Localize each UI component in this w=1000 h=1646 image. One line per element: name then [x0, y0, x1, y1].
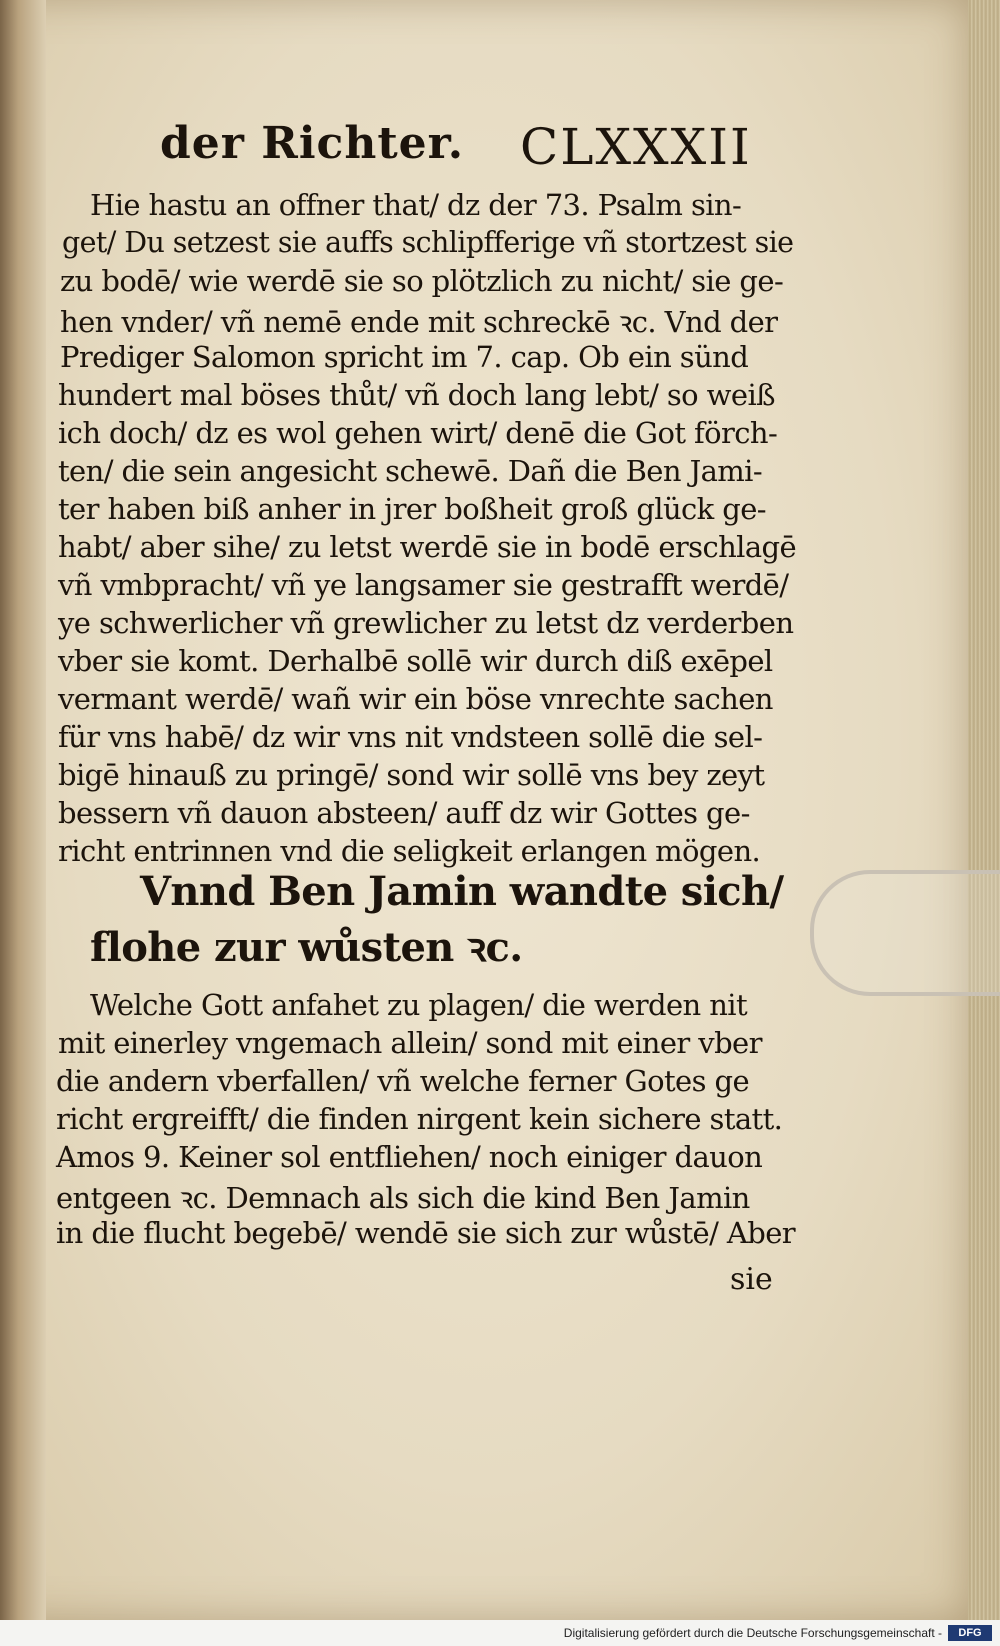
text-line: mit einerley vngemach allein/ sond mit einer vber — [58, 1026, 762, 1060]
text-line: hen vnder/ vñ nemē ende mit schreckē ꝛc. Vnd der — [60, 305, 778, 339]
text-line: vber sie komt. Derhalbē sollē wir durch diß exēpel — [58, 644, 773, 678]
text-line: für vns habē/ dz wir vns nit vndsteen sollē die sel- — [58, 720, 763, 754]
text-line: die andern vberfallen/ vñ welche ferner Gotes ge — [56, 1064, 750, 1098]
heading-line: Vnnd Ben Jamin wandte sich/ — [140, 868, 784, 915]
text-line: habt/ aber sihe/ zu letst werdē sie in bodē erschlagē — [58, 530, 797, 564]
running-head-title: der Richter. — [160, 118, 465, 169]
text-line: ye schwerlicher vñ grewlicher zu letst dz verderben — [58, 606, 794, 640]
text-line: in die flucht begebē/ wendē sie sich zur wůstē/ Aber — [56, 1216, 796, 1250]
text-line: Prediger Salomon spricht im 7. cap. Ob ein sünd — [60, 340, 749, 374]
page-gutter — [0, 0, 46, 1620]
page-clip — [810, 870, 1000, 996]
text-line: zu bodē/ wie werdē sie so plötzlich zu nicht/ sie ge- — [60, 264, 784, 298]
footer-credit: Digitalisierung gefördert durch die Deutsche Forschungsgemeinschaft - — [563, 1626, 942, 1640]
text-line: Welche Gott anfahet zu plagen/ die werden nit — [90, 988, 748, 1022]
text-line: Amos 9. Keiner sol entfliehen/ noch einiger dauon — [56, 1140, 763, 1174]
text-line: Hie hastu an offner that/ dz der 73. Psalm sin- — [90, 188, 742, 222]
text-line: vñ vmbpracht/ vñ ye langsamer sie gestrafft werdē/ — [58, 568, 789, 602]
page-fore-edge — [968, 0, 1000, 1620]
text-line: ich doch/ dz es wol gehen wirt/ denē die Got förch- — [58, 416, 778, 450]
text-line: richt entrinnen vnd die seligkeit erlangen mögen. — [58, 834, 761, 868]
text-line: ten/ die sein angesicht schewē. Dañ die Ben Jami- — [58, 454, 763, 488]
text-line: entgeen ꝛc. Demnach als sich die kind Ben Jamin — [56, 1181, 750, 1215]
heading-line: flohe zur wůsten ꝛc. — [90, 924, 523, 971]
text-line: bigē hinauß zu pringē/ sond wir sollē vns bey zeyt — [58, 758, 765, 792]
text-line: bessern vñ dauon absteen/ auff dz wir Gottes ge- — [58, 796, 750, 830]
text-line: get/ Du setzest sie auffs schlipfferige vñ stortzest sie — [62, 226, 794, 259]
catchword: sie — [730, 1262, 773, 1297]
text-line: richt ergreifft/ die finden nirgent kein sichere statt. — [56, 1102, 783, 1136]
folio-number: CLXXXII — [520, 118, 752, 176]
text-line: vermant werdē/ wañ wir ein böse vnrechte sachen — [58, 682, 773, 716]
dfg-logo: DFG — [948, 1625, 992, 1641]
text-line: hundert mal böses thůt/ vñ doch lang lebt/ so weiß — [58, 378, 775, 412]
text-line: ter haben biß anher in jrer boßheit groß glück ge- — [58, 492, 766, 526]
